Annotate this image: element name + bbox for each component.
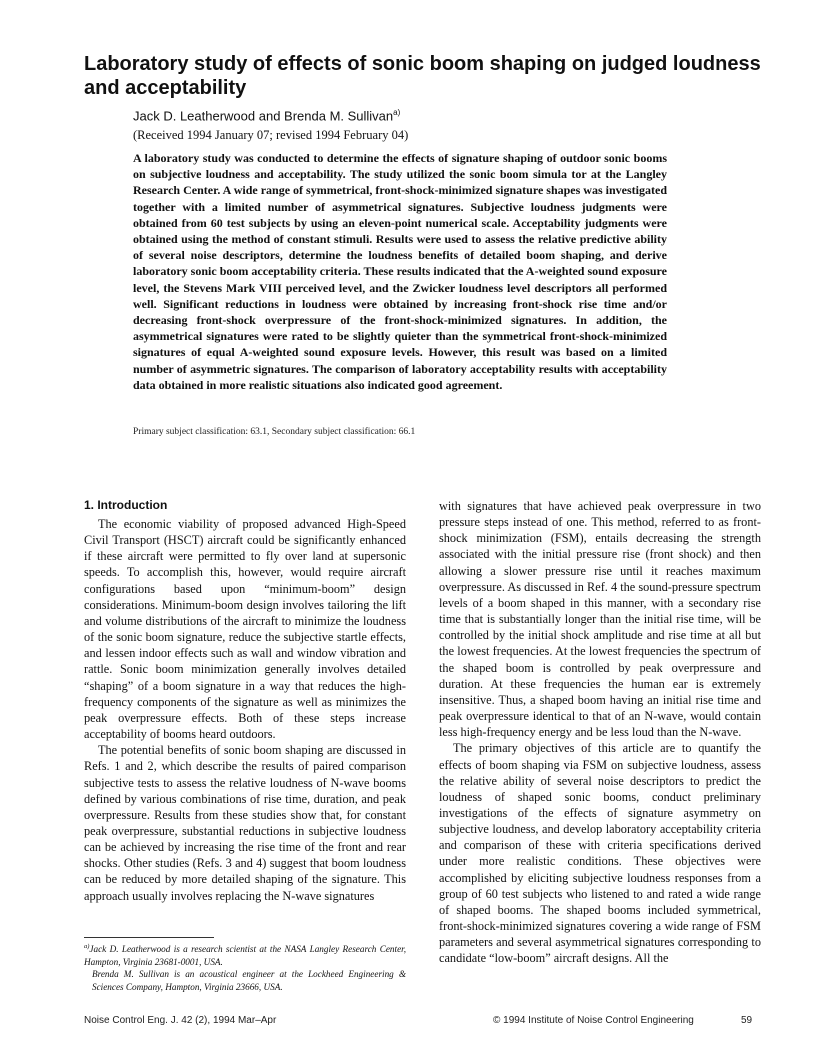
footnote: Brenda M. Sullivan is an acoustical engineer at the Lockheed Engineering & Sciences Company, Hampton, Virginia 23666, USA. [92,969,406,992]
body-paragraph: The primary objectives of this article are to quantify the effects of boom shaping via FSM on subjective loudness, assess the relative ability of several noise descriptors to predict the loudness of shaped sonic booms, conduct preliminary investigations of the effects of signature asymmetry on subjective loudness, and develop laboratory acceptability criteria and comparison of these with criteria specifications derived under more realistic conditions. These objectives were accomplished by eliciting subjective loudness responses from a group of 60 test subjects who listened to and rated a wide range of shaped booms. The shaped booms included symmetrical, front-shock-minimized signatures covering a wide range of FSM parameters and several asymmetrical signatures corresponding to candidate “low-boom” aircraft designs. All the [439,741,761,966]
body-paragraph: with signatures that have achieved peak overpressure in two pressure steps instead of one. This method, referred to as front-shock minimization (FSM), entails decreasing the strength associated with the initial pressure rise (front shock) and then allowing a slower pressure rise until it reaches maximum overpressure. As discussed in Ref. 4 the sound-pressure spectrum levels of a boom shaped in this manner, with a secondary rise time that is substantially longer than the initial rise time, will be controlled by the initial shock amplitude and rise time at all but the lowest frequencies. At the lowest frequencies the spectrum of the shaped boom is controlled by peak overpressure and duration. At these frequencies the human ear is extremely insensitive. Thus, a shaped boom having an initial rise time and peak overpressure identical to that of an N-wave, would contain less high-frequency energy and be less loud than the N-wave. [439,499,761,740]
abstract: A laboratory study was conducted to determine the effects of signature shaping of outdoor sonic booms on subjective loudness and acceptability. The study utilized the sonic boom simula tor at the Langley Research Center. A wide range of symmetrical, front-shock-minimized signature shapes was investigated together with a limited number of asymmetrical signatures. Subjective loudness judgments were obtained from 60 test subjects by using an eleven-point numerical scale. Acceptability judgments were obtained using the method of constant stimuli. Results were used to assess the relative predictive ability of several noise descriptors, determine the loudness benefits of detailed boom shaping, and derive laboratory sonic boom acceptability criteria. These results indicated that the A-weighted sound exposure level, the Stevens Mark VIII perceived level, and the Zwicker loudness level descriptors all performed well. Significant reductions in loudness were obtained by increasing front-shock rise time and/or decreasing front-shock overpressure of the front-shock-minimized signatures. In addition, the asymmetrical signatures were rated to be slightly quieter than the symmetrical front-shock-minimized signatures of equal A-weighted sound exposure levels. However, this result was based on a limited number of asymmetric signatures. The comparison of laboratory acceptability results with acceptability data obtained in more realistic situations also indicated good agreement. [133,151,667,392]
footer-copyright: © 1994 Institute of Noise Control Engineering [493,1015,694,1026]
body-paragraph: The economic viability of proposed advanced High-Speed Civil Transport (HSCT) aircraft could be significantly enhanced if these aircraft were permitted to fly over land at supersonic speeds. To accomplish this, however, would require aircraft configurations based upon “minimum-boom” design considerations. Minimum-boom design involves tailoring the lift and volume distributions of the aircraft to minimize the loudness of the sonic boom signature, reduce the subjective startle effects, and lessen indoor effects such as wall and window vibration and rattle. Sonic boom minimization generally involves detailed “shaping” of a boom signature in a way that reduces the high-frequency components of the signature as well as minimizes the peak overpressure effects. Both of these steps increase acceptability of booms heard outdoors. [84,517,406,742]
subject-classification: Primary subject classification: 63.1, Secondary subject classification: 66.1 [133,427,416,437]
article-title: Laboratory study of effects of sonic boom shaping on judged loudness and acceptability [84,53,761,99]
author-note-mark: a) [393,108,401,117]
footnote: $^{a)}$Jack D. Leatherwood is a research scientist at the NASA Langley Research Center, Hampton, Virginia 23681-0001, USA. [84,943,406,967]
authors: Jack D. Leatherwood and Brenda M. Sullivan [133,108,394,124]
right-column [439,498,761,967]
page-number: 59 [741,1015,753,1026]
footnotes [84,941,406,993]
footer-journal: Noise Control Eng. J. 42 (2), 1994 Mar–Apr [84,1015,277,1026]
author-line [133,108,400,123]
received-dates: (Received 1994 January 07; revised 1994 February 04) [133,128,409,142]
body-paragraph: The potential benefits of sonic boom shaping are discussed in Refs. 1 and 2, which describe the results of paired comparison subjective tests to assess the relative loudness of N-wave booms defined by various combinations of rise time, duration, and peak overpressure. Results from these studies show that, for constant peak overpressure, substantial reductions in subjective loudness can be achieved by increasing the rise time of the front and rear shocks. Other studies (Refs. 3 and 4) suggest that boom loudness can be reduced by more detailed shaping of the signature. This approach usually involves replacing the N-wave signatures [84,743,406,903]
left-column [84,496,406,904]
footnote-mark: a) [84,943,90,950]
section-heading-introduction: 1. Introduction [84,498,168,512]
footnote-rule [84,937,214,938]
